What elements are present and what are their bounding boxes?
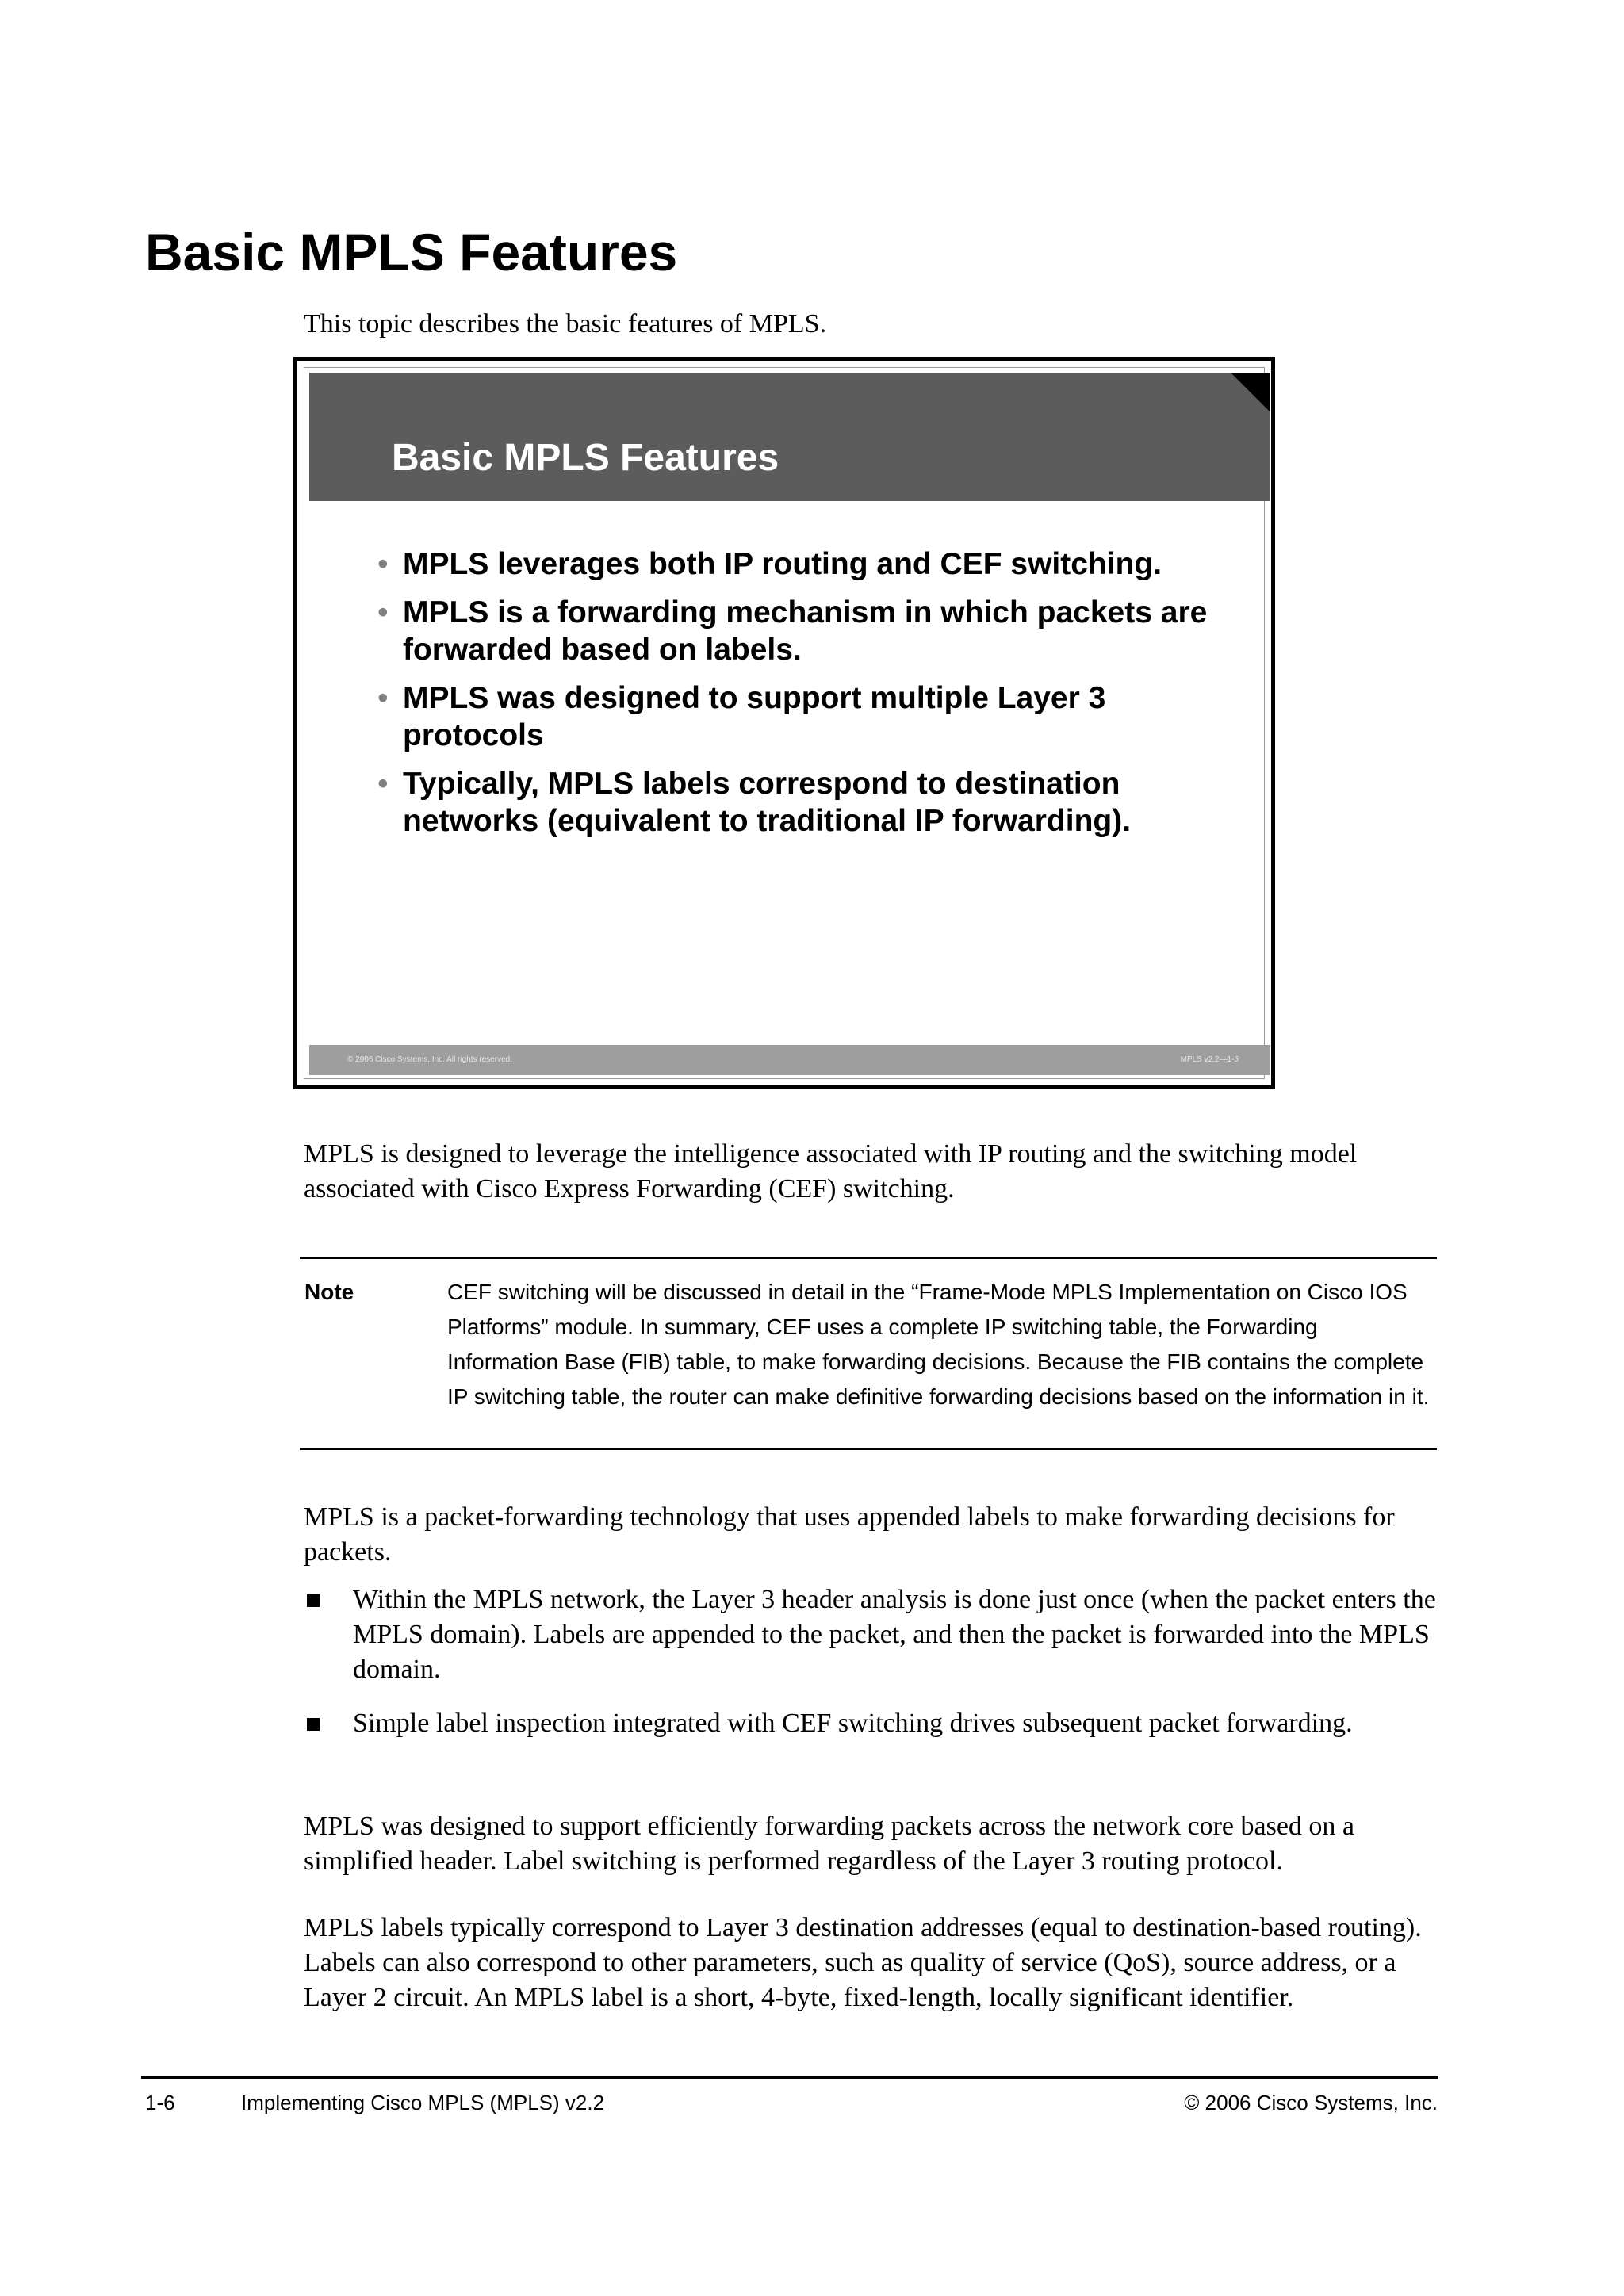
slide-footer-bar — [309, 1045, 1270, 1075]
slide-bullet-text: MPLS was designed to support multiple Layer 3 protocols — [403, 681, 1106, 752]
footer-copyright: © 2006 Cisco Systems, Inc. — [1184, 2091, 1438, 2114]
footer-course-title: Implementing Cisco MPLS (MPLS) v2.2 — [241, 2091, 605, 2114]
slide-bullet-text: MPLS is a forwarding mechanism in which packets are forwarded based on labels. — [403, 595, 1208, 667]
slide-header-bar — [309, 373, 1270, 501]
footer-divider — [141, 2076, 1438, 2079]
slide-figure — [293, 357, 1275, 1089]
list-item-text: Within the MPLS network, the Layer 3 header analysis is done just once (when the packet enters the MPLS domain). Labels are appended to the packet, and then the packet is forwarded into the MPLS domain. — [353, 1585, 1436, 1684]
slide-corner-triangle — [1231, 373, 1270, 412]
bullet-dot-icon: • — [377, 595, 389, 629]
slide-code: MPLS v2.2—1-5 — [1180, 1055, 1239, 1064]
slide-bullet — [376, 594, 1208, 668]
slide-bullet — [376, 545, 1208, 583]
body-paragraph: MPLS is designed to leverage the intelligence associated with IP routing and the switching model associated with Cisco Express Forwarding (CEF) switching. — [304, 1139, 1358, 1203]
footer-page-number: 1-6 — [145, 2091, 175, 2114]
slide-bullet — [376, 679, 1208, 754]
slide-bullet-text: MPLS leverages both IP routing and CEF switching. — [403, 547, 1162, 581]
list-item — [304, 1582, 1438, 1687]
intro-text: This topic describes the basic features of MPLS. — [304, 309, 827, 339]
slide-bullet — [376, 765, 1208, 840]
note-text: CEF switching will be discussed in detail in the “Frame-Mode MPLS Implementation on Cisco IOS Platforms” module. In summary, CEF uses a complete IP switching table, the Forwarding Information Base (FIB) table, to make forwarding decisions. Because the FIB contains the complete IP switching table, the router can make definitive forwarding decisions based on the information in it. — [447, 1280, 1430, 1409]
list-item — [304, 1706, 1438, 1741]
body-paragraph: MPLS was designed to support efficiently forwarding packets across the network core based on a simplified header. Label switching is performed regardless of the Layer 3 routing protocol. — [304, 1812, 1355, 1876]
square-bullet-icon — [307, 1718, 320, 1731]
bullet-dot-icon: • — [377, 767, 389, 801]
bullet-dot-icon: • — [377, 681, 389, 715]
note-block — [300, 1257, 1437, 1450]
slide-bullet-list — [376, 545, 1208, 851]
square-bullet-icon — [307, 1594, 320, 1607]
slide-frame — [304, 367, 1265, 1079]
body-paragraph: MPLS is a packet-forwarding technology that uses appended labels to make forwarding decisions for packets. — [304, 1502, 1395, 1567]
slide-title: Basic MPLS Features — [392, 437, 779, 479]
page-title: Basic MPLS Features — [145, 223, 678, 281]
list-item-text: Simple label inspection integrated with CEF switching drives subsequent packet forwarding. — [353, 1709, 1353, 1738]
bullet-dot-icon: • — [377, 547, 389, 581]
body-paragraph: MPLS labels typically correspond to Layer 3 destination addresses (equal to destination-based routing). Labels can also correspond to other parameters, such as quality of service (QoS), source address, or a Layer 2 circuit. An MPLS label is a short, 4-byte, fixed-length, locally significant identifier. — [304, 1913, 1422, 2012]
slide-bullet-text: Typically, MPLS labels correspond to destination networks (equivalent to traditional IP forwarding). — [403, 767, 1132, 838]
slide-copyright: © 2006 Cisco Systems, Inc. All rights reserved. — [347, 1055, 513, 1064]
note-label: Note — [304, 1280, 354, 1304]
